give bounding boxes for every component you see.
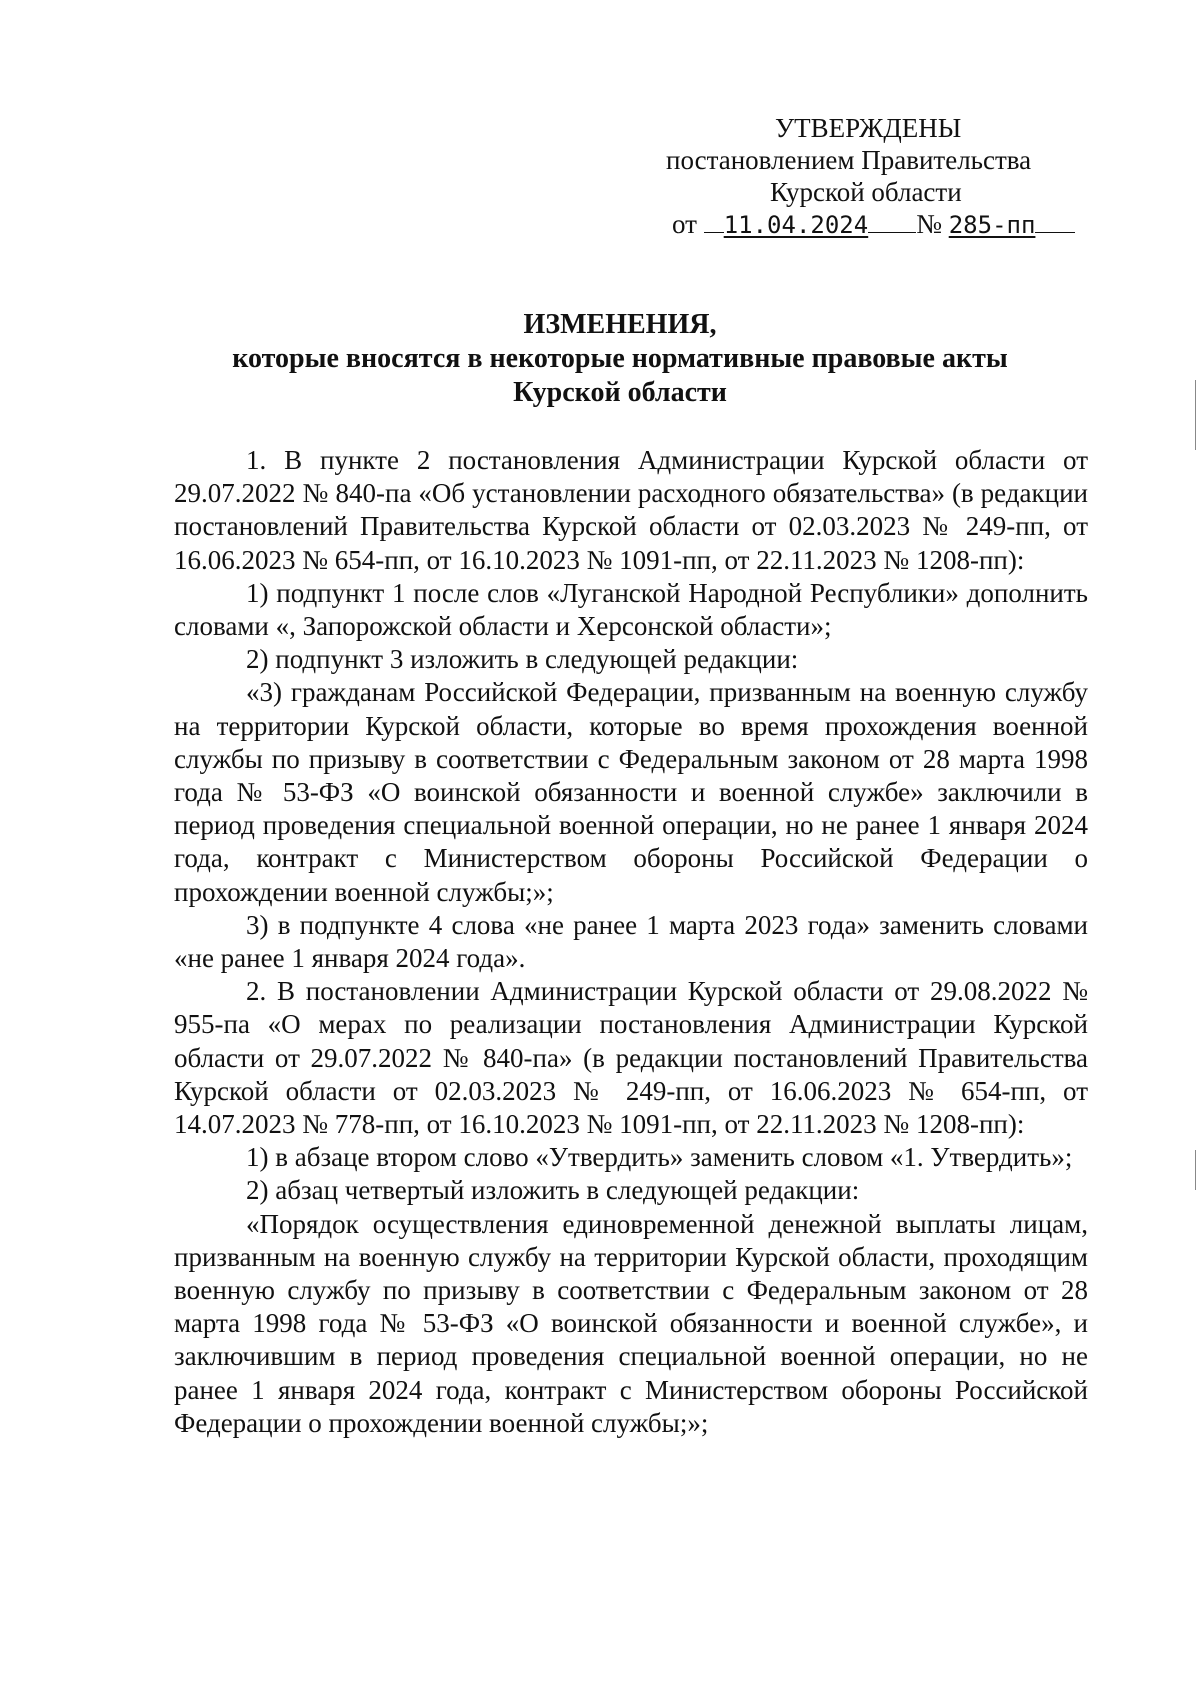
approval-number: 285-пп [948,211,1036,239]
approval-heading: УТВЕРЖДЕНЫ [775,113,962,143]
approval-region: Курской области [770,177,962,207]
document-body [174,444,1088,1440]
number-prefix: № [916,209,942,239]
date-prefix: от [672,209,697,239]
paragraph: 2) подпункт 3 изложить в следующей редакции: [246,644,799,675]
approval-date-number [660,208,1100,241]
approval-block [660,112,1100,241]
paragraph: «Порядок осуществления единовременной денежной выплаты лицам, призванным на военную службу на территории Курской области, проходящим военную службу по призыву в соответствии с Федеральным законом от 28 марта 1998 года № 53-ФЗ «О воинской обязанности и военной службе», и заключившим в период проведения специальной военной операции, но не ранее 1 января 2024 года, контракт с Министерством обороны Российской Федерации о прохождении военной службы;»; [174,1208,1088,1438]
paragraph: 1. В пункте 2 постановления Администрации Курской области от 29.07.2022 № 840-па «Об установлении расходного обязательства» (в редакции постановлений Правительства Курской области от 02.03.2023 № 249-пп, от 16.06.2023 № 654-пп, от 16.10.2023 № 1091-пп, от 22.11.2023 № 1208-пп): [174,445,1088,575]
paragraph: «3) гражданам Российской Федерации, призванным на военную службу на территории Курской области, которые во время прохождения военной службы по призыву в соответствии с Федеральным законом от 28 марта 1998 года № 53-ФЗ «О воинской обязанности и военной службе» заключили в период проведения специальной военной операции, но не ранее 1 января 2024 года, контракт с Министерством обороны Российской Федерации о прохождении военной службы;»; [174,677,1088,907]
title-subtitle-region: Курской области [513,377,727,408]
title-heading: ИЗМЕНЕНИЯ, [523,309,717,340]
paragraph: 3) в подпункте 4 слова «не ранее 1 марта 2023 года» заменить словами «не ранее 1 января 2024 года». [174,909,1088,974]
paragraph: 2. В постановлении Администрации Курской области от 29.08.2022 № 955-па «О мерах по реализации постановления Администрации Курской области от 29.07.2022 № 840-па» (в редакции постановлений Правительства Курской области от 02.03.2023 № 249-пп, от 16.06.2023 № 654-пп, от 14.07.2023 № 778-пп, от 16.10.2023 № 1091-пп, от 22.11.2023 № 1208-пп): [174,976,1088,1140]
scan-edge-mark [1195,1150,1196,1190]
underline [704,210,724,233]
underline [1035,210,1075,233]
paragraph: 1) подпункт 1 после слов «Луганской Народной Республики» дополнить словами «, Запорожской области и Херсонской области»; [174,577,1088,642]
paragraph: 2) абзац четвертый изложить в следующей редакции: [246,1175,860,1206]
document-title [160,308,1080,410]
title-subtitle: которые вносятся в некоторые нормативные правовые акты [232,343,1008,374]
paragraph: 1) в абзаце втором слово «Утвердить» заменить словом «1. Утвердить»; [246,1142,1073,1173]
underline [868,210,916,233]
approval-date: 11.04.2024 [723,211,869,239]
scan-edge-mark [1195,380,1196,450]
approval-authority: постановлением Правительства [666,145,1032,175]
